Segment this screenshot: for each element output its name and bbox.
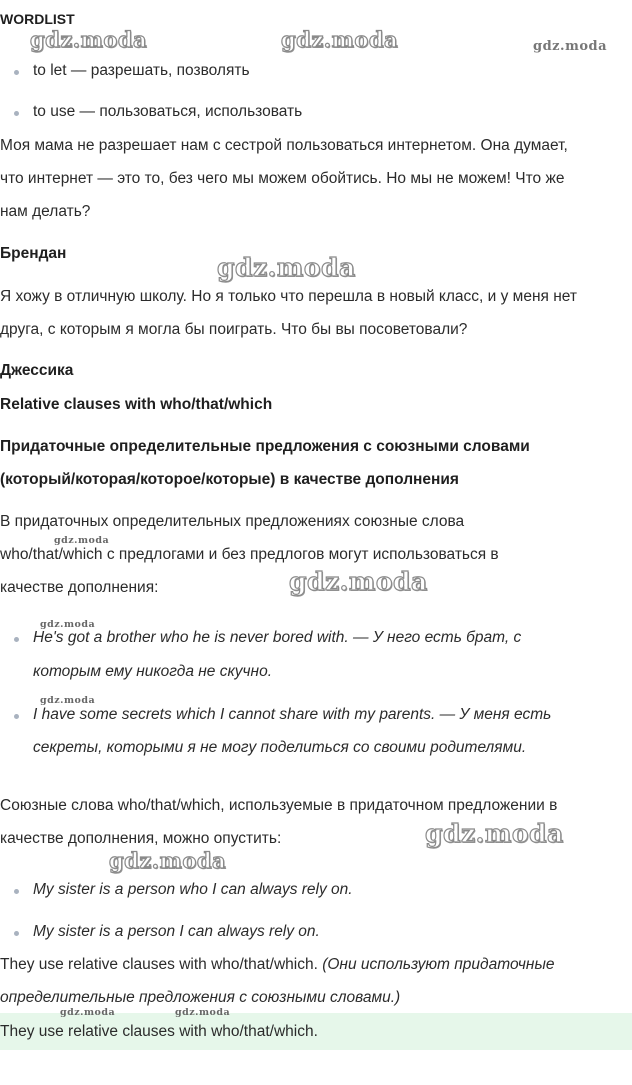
wordlist-heading: WORDLIST	[0, 11, 75, 27]
bullet	[14, 931, 19, 936]
watermark: gdz.moda	[109, 848, 227, 873]
task-ru: определительные предложения с союзными словами.)	[0, 989, 401, 1006]
watermark: gdz.moda	[40, 695, 96, 706]
letter-line: Я хожу в отличную школу. Но я только что перешла в новый класс, и у меня нет	[0, 288, 577, 305]
task-line	[0, 948, 626, 981]
example: которым ему никогда не скучно.	[33, 663, 273, 680]
rule-line: who/that/which с предлогами и без предлогов могут использоваться в	[0, 546, 499, 563]
watermark: gdz.moda	[281, 27, 399, 52]
signature: Джессика	[0, 362, 74, 379]
bullet	[14, 637, 19, 642]
rule-line: Союзные слова who/that/which, используемые в придаточном предложении в	[0, 797, 558, 814]
wordlist-item: to let — разрешать, позволять	[33, 62, 250, 79]
example: My sister is a person I can always rely on.	[33, 923, 320, 940]
bullet	[14, 889, 19, 894]
watermark: gdz.moda	[175, 1007, 231, 1018]
example: He's got a brother who he is never bored with. — У него есть брат, с	[33, 629, 522, 646]
bullet	[14, 714, 19, 719]
rule-line: В придаточных определительных предложениях союзные слова	[0, 513, 465, 530]
watermark: gdz.moda	[217, 253, 356, 282]
letter-line: Моя мама не разрешает нам с сестрой пользоваться интернетом. Она думает,	[0, 137, 568, 154]
letter-line: что интернет — это то, без чего мы можем обойтись. Но мы не можем! Что же	[0, 170, 565, 187]
watermark: gdz.moda	[425, 819, 564, 848]
watermark: gdz.moda	[40, 619, 96, 630]
rule-line: качестве дополнения, можно опустить:	[0, 830, 282, 847]
grammar-title: Relative clauses with who/that/which	[0, 396, 273, 413]
task-en: They use relative clauses with who/that/which.	[0, 956, 323, 973]
example: My sister is a person who I can always rely on.	[33, 881, 353, 898]
example: I have some secrets which I cannot share with my parents. — У меня есть	[33, 706, 552, 723]
signature: Брендан	[0, 245, 67, 262]
letter-line: друга, с которым я могла бы поиграть. Что бы вы посоветовали?	[0, 321, 468, 338]
grammar-title-ru: Придаточные определительные предложения с союзными словами	[0, 438, 530, 455]
watermark: gdz.moda	[54, 535, 110, 546]
watermark: gdz.moda	[289, 567, 428, 596]
grammar-title-ru: (который/которая/которое/которые) в качестве дополнения	[0, 471, 459, 488]
example: секреты, которыми я не могу поделиться со своими родителями.	[33, 739, 527, 756]
letter-line: нам делать?	[0, 203, 91, 220]
answer-text: They use relative clauses with who/that/which.	[0, 1023, 318, 1040]
watermark: gdz.moda	[60, 1007, 116, 1018]
bullet	[14, 70, 19, 75]
task-ru: (Они используют придаточные	[322, 956, 555, 973]
bullet	[14, 111, 19, 116]
watermark: gdz.moda	[533, 39, 608, 54]
wordlist-item: to use — пользоваться, использовать	[33, 103, 303, 120]
rule-line: качестве дополнения:	[0, 579, 159, 596]
answer-box	[0, 1013, 632, 1050]
watermark: gdz.moda	[30, 27, 148, 52]
